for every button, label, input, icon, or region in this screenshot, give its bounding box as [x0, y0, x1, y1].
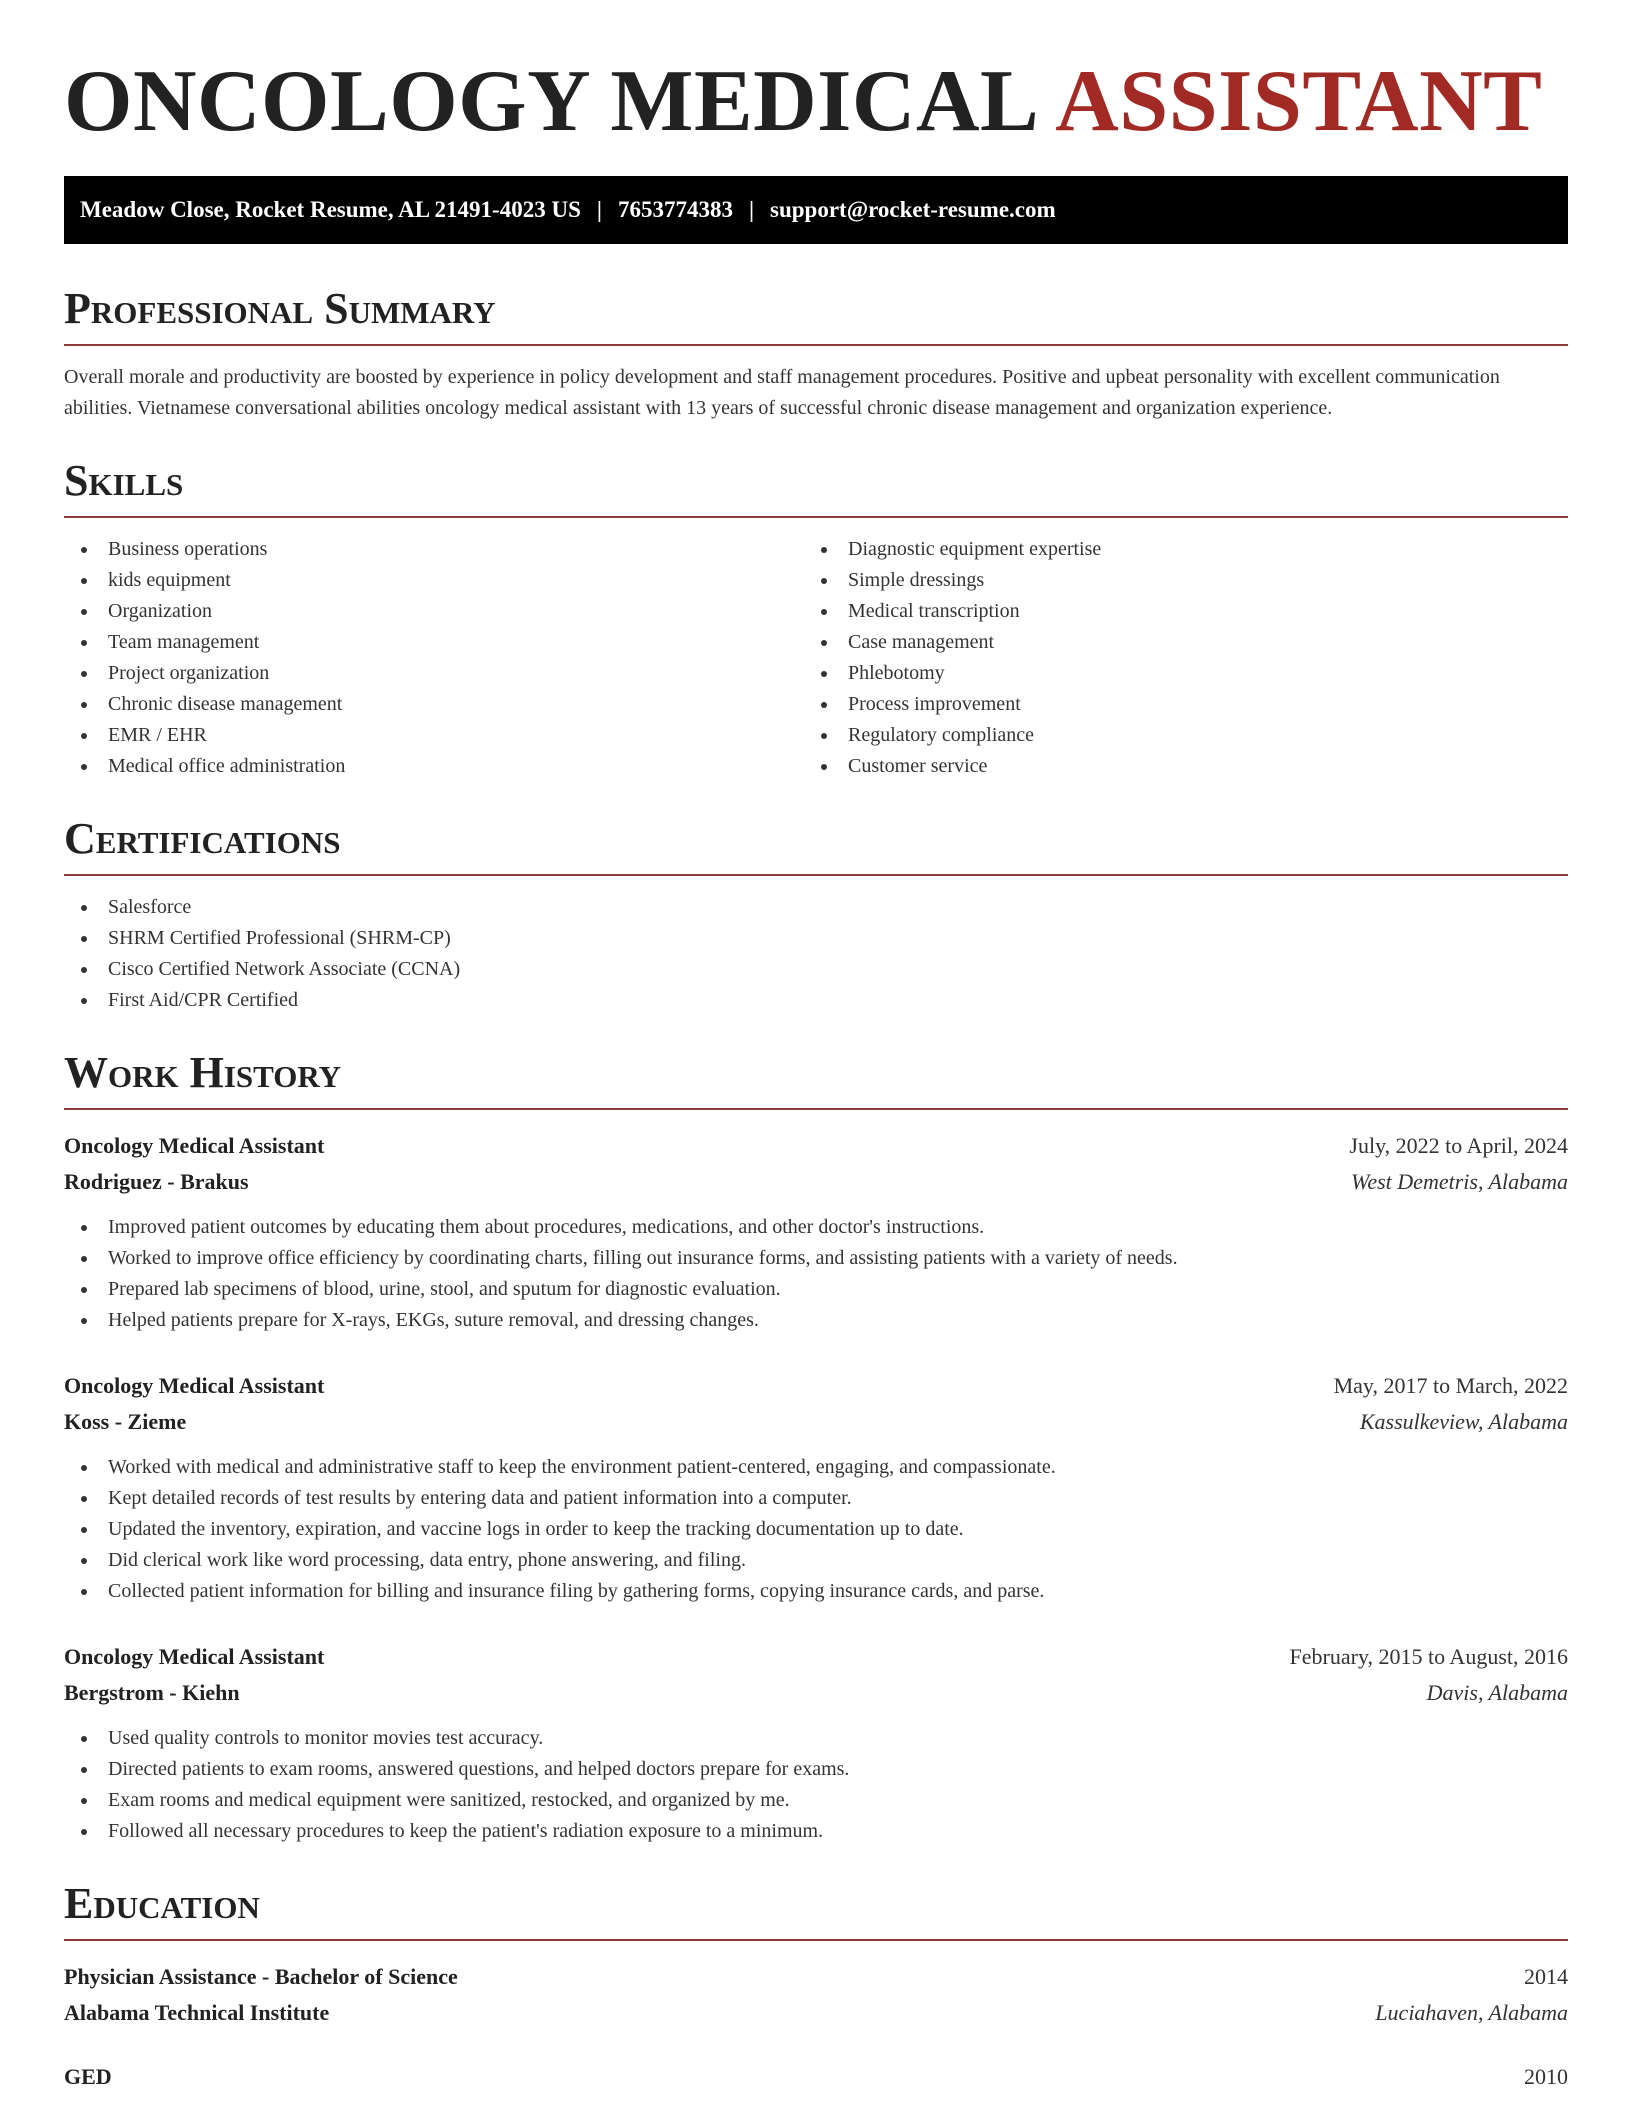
certifications-heading: Certifications: [64, 814, 1568, 876]
education-school: Alabama Technical Institute: [64, 2000, 330, 2025]
skill-item: Phlebotomy: [804, 658, 1544, 689]
skill-item: Team management: [64, 627, 804, 658]
job-entry: [64, 1368, 1568, 1607]
skill-item: kids equipment: [64, 565, 804, 596]
skills-columns: [64, 534, 1568, 782]
education-degree: Physician Assistance - Bachelor of Science: [64, 1964, 458, 1989]
job-duty: Worked to improve office efficiency by coordinating charts, filling out insurance forms, and assisting patients with a variety of needs.: [64, 1243, 1568, 1274]
job-company-row: [64, 1404, 1568, 1440]
job-duty: Updated the inventory, expiration, and vaccine logs in order to keep the tracking documentation up to date.: [64, 1514, 1568, 1545]
job-dates: May, 2017 to March, 2022: [1333, 1373, 1568, 1398]
skill-item: Medical office administration: [64, 751, 804, 782]
skill-item: Medical transcription: [804, 596, 1544, 627]
education-year: 2014: [1524, 1964, 1568, 1989]
job-entry: [64, 1128, 1568, 1336]
job-duty: Used quality controls to monitor movies test accuracy.: [64, 1723, 1568, 1754]
education-entry: [64, 1959, 1568, 2031]
contact-separator: |: [748, 197, 755, 222]
job-duties-list: [64, 1723, 1568, 1847]
job-title-row: [64, 1639, 1568, 1675]
job-duty: Followed all necessary procedures to keep the patient's radiation exposure to a minimum.: [64, 1816, 1568, 1847]
job-duty: Worked with medical and administrative staff to keep the environment patient-centered, engaging, and compassionate.: [64, 1452, 1568, 1483]
skill-item: Customer service: [804, 751, 1544, 782]
job-company-row: [64, 1164, 1568, 1200]
job-duties-list: [64, 1452, 1568, 1607]
job-location: West Demetris, Alabama: [1351, 1169, 1568, 1194]
skills-list-right: [804, 534, 1544, 782]
contact-bar: [64, 176, 1568, 244]
skill-item: Simple dressings: [804, 565, 1544, 596]
skill-item: Chronic disease management: [64, 689, 804, 720]
title-second-part: ASSISTANT: [1055, 53, 1543, 150]
skill-item: Organization: [64, 596, 804, 627]
job-duty: Kept detailed records of test results by entering data and patient information into a computer.: [64, 1483, 1568, 1514]
job-title: Oncology Medical Assistant: [64, 1133, 325, 1158]
title-first-part: ONCOLOGY MEDICAL: [64, 53, 1040, 150]
job-duty: Improved patient outcomes by educating them about procedures, medications, and other doctor's instructions.: [64, 1212, 1568, 1243]
job-duty: Collected patient information for billing and insurance filing by gathering forms, copying insurance cards, and parse.: [64, 1576, 1568, 1607]
job-title: Oncology Medical Assistant: [64, 1644, 325, 1669]
education-entry: [64, 2059, 1568, 2095]
skill-item: Regulatory compliance: [804, 720, 1544, 751]
job-dates: February, 2015 to August, 2016: [1289, 1644, 1568, 1669]
resume-content: [64, 0, 1568, 2095]
job-duty: Helped patients prepare for X-rays, EKGs, suture removal, and dressing changes.: [64, 1305, 1568, 1336]
job-duties-list: [64, 1212, 1568, 1336]
job-duty: Prepared lab specimens of blood, urine, stool, and sputum for diagnostic evaluation.: [64, 1274, 1568, 1305]
certification-item: First Aid/CPR Certified: [64, 985, 1568, 1016]
job-location: Davis, Alabama: [1426, 1680, 1568, 1705]
skill-item: EMR / EHR: [64, 720, 804, 751]
contact-separator: |: [596, 197, 602, 222]
job-duty: Did clerical work like word processing, data entry, phone answering, and filing.: [64, 1545, 1568, 1576]
education-school-row: [64, 1995, 1568, 2031]
job-duty: Exam rooms and medical equipment were sanitized, restocked, and organized by me.: [64, 1785, 1568, 1816]
summary-text: Overall morale and productivity are boosted by experience in policy development and staff management procedures. Positive and upbeat personality with excellent communication abilities. Vietnamese conversational abilities oncology medical assistant with 13 years of successful chronic disease management and organization experience.: [64, 366, 1500, 419]
job-title: Oncology Medical Assistant: [64, 1373, 325, 1398]
education-degree-row: [64, 1959, 1568, 1995]
skill-item: Case management: [804, 627, 1544, 658]
skills-list-left: [64, 534, 804, 782]
contact-email[interactable]: support@rocket-resume.com: [770, 197, 1056, 222]
education-location: Luciahaven, Alabama: [1375, 2000, 1568, 2025]
certification-item: SHRM Certified Professional (SHRM-CP): [64, 923, 1568, 954]
skill-item: Process improvement: [804, 689, 1544, 720]
education-heading: Education: [64, 1879, 1568, 1941]
job-dates: July, 2022 to April, 2024: [1349, 1133, 1568, 1158]
job-company: Bergstrom - Kiehn: [64, 1680, 240, 1705]
job-company: Rodriguez - Brakus: [64, 1169, 249, 1194]
job-location: Kassulkeview, Alabama: [1359, 1409, 1568, 1434]
job-duty: Directed patients to exam rooms, answered questions, and helped doctors prepare for exams.: [64, 1754, 1568, 1785]
skill-item: Business operations: [64, 534, 804, 565]
skills-heading: Skills: [64, 456, 1568, 518]
education-year: 2010: [1524, 2064, 1568, 2089]
certifications-list: [64, 892, 1568, 1016]
job-title-row: [64, 1368, 1568, 1404]
skill-item: Project organization: [64, 658, 804, 689]
summary-heading: Professional Summary: [64, 284, 1568, 346]
contact-phone: 7653774383: [617, 197, 733, 222]
job-entry: [64, 1639, 1568, 1847]
resume-title: [64, 0, 1568, 148]
certification-item: Cisco Certified Network Associate (CCNA): [64, 954, 1568, 985]
job-company: Koss - Zieme: [64, 1409, 187, 1434]
education-degree-row: [64, 2059, 1568, 2095]
certification-item: Salesforce: [64, 892, 1568, 923]
education-degree: GED: [64, 2064, 112, 2089]
work-history-heading: Work History: [64, 1048, 1568, 1110]
job-company-row: [64, 1675, 1568, 1711]
job-title-row: [64, 1128, 1568, 1164]
skill-item: Diagnostic equipment expertise: [804, 534, 1544, 565]
contact-address: Meadow Close, Rocket Resume, AL 21491-4023 US: [80, 197, 581, 222]
